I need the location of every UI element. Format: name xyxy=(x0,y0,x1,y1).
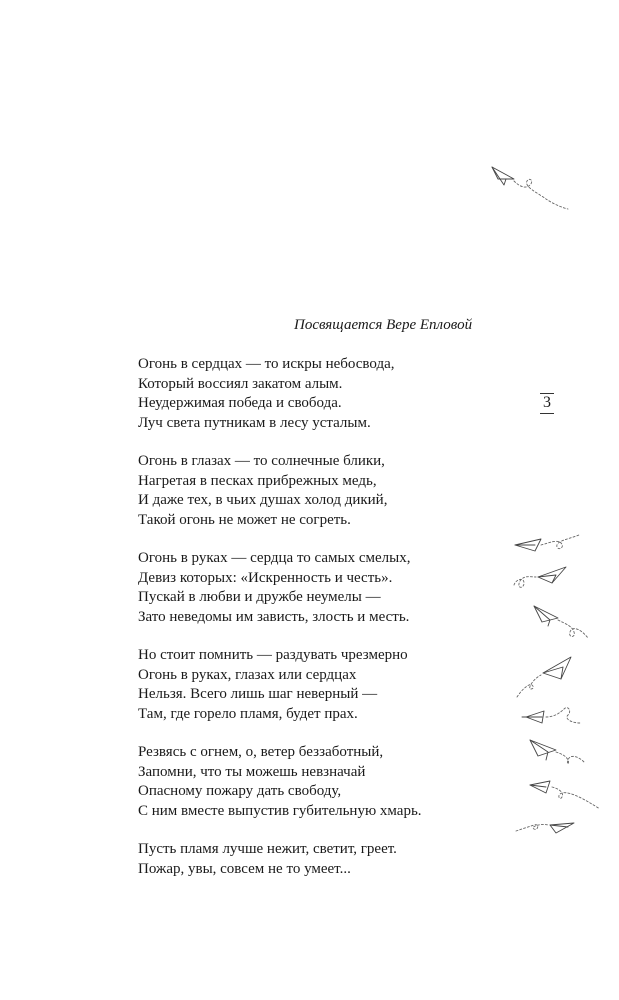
paper-plane-icon xyxy=(490,165,570,210)
poem-line: Который воссиял закатом алым. xyxy=(138,375,343,392)
paper-plane-icon xyxy=(520,703,582,728)
paper-plane-icon xyxy=(512,563,572,593)
poem-line: Нельзя. Всего лишь шаг неверный — xyxy=(138,686,378,702)
poem-line: Зато неведомы им зависть, злость и месть. xyxy=(138,608,410,625)
poem-line: Нагретая в песках прибрежных медь, xyxy=(138,472,377,489)
stanza xyxy=(138,646,422,724)
poem-line: Неудержимая победа и свобода. xyxy=(138,395,342,411)
paper-plane-icon xyxy=(532,604,592,644)
poem-line: Луч света путникам в лесу усталым. xyxy=(138,414,371,431)
poem-line: Огонь в руках, глазах или сердцах xyxy=(138,666,357,683)
paper-plane-icon xyxy=(513,533,583,558)
stanza xyxy=(138,452,422,530)
poem-line: Там, где горело пламя, будет прах. xyxy=(138,705,358,722)
poem-line: Запомни, что ты можешь невзначай xyxy=(138,763,366,780)
page-number: 3 xyxy=(540,393,554,414)
poem-line: Но стоит помнить — раздувать чрезмерно xyxy=(138,647,408,663)
paper-plane-icon xyxy=(528,736,588,776)
poem-line: Пускай в любви и дружбе неумелы — xyxy=(138,589,381,605)
stanza xyxy=(138,840,422,879)
stanza xyxy=(138,355,422,433)
stanza xyxy=(138,743,422,821)
poem-line: Девиз которых: «Искренность и честь». xyxy=(138,569,393,586)
paper-plane-icon xyxy=(515,655,575,700)
dedication: Посвящается Вере Епловой xyxy=(294,317,473,333)
poem-line: И даже тех, в чьих душах холод дикий, xyxy=(138,492,388,508)
poem-line: Опасному пожару дать свободу, xyxy=(138,783,342,799)
poem-line: Пожар, увы, совсем не то умеет... xyxy=(138,860,351,877)
poem-line: С ним вместе выпустив губительную хмарь. xyxy=(138,802,422,819)
stanza xyxy=(138,549,422,627)
poem-line: Огонь в руках — сердца то самых смелых, xyxy=(138,550,411,566)
poem-line: Такой огонь не может не согреть. xyxy=(138,511,351,528)
paper-plane-icon xyxy=(514,815,576,837)
paper-plane-icon xyxy=(528,777,603,812)
poem-line: Огонь в сердцах — то искры небосвода, xyxy=(138,356,395,372)
poem-line: Пусть пламя лучше нежит, светит, греет. xyxy=(138,841,397,857)
poem-line: Огонь в глазах — то солнечные блики, xyxy=(138,453,385,469)
poem xyxy=(138,355,422,879)
poem-line: Резвясь с огнем, о, ветер беззаботный, xyxy=(138,744,384,760)
